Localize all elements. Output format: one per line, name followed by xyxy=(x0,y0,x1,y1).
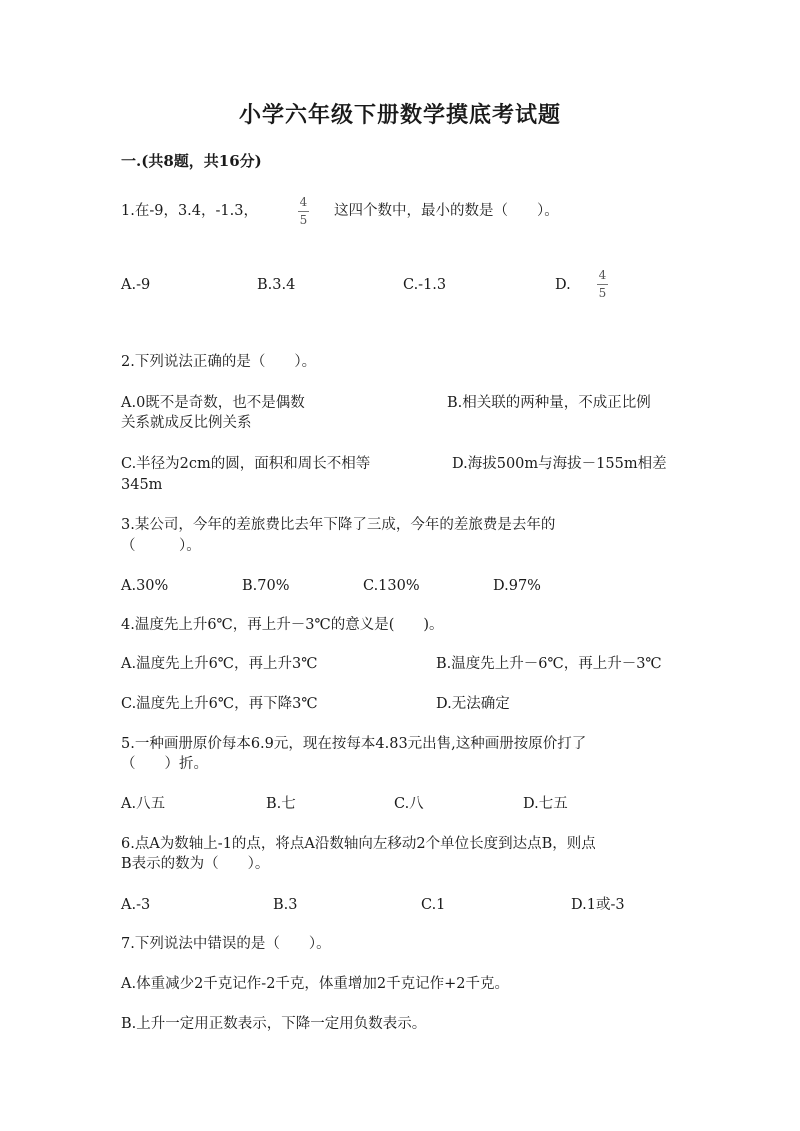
q6-option-a: A.-3 xyxy=(121,897,151,913)
q6-stem-continued: B表示的数为（ ）。 xyxy=(121,856,270,872)
q6-option-c: C.1 xyxy=(421,897,446,913)
q3-option-d: D.97% xyxy=(493,578,541,594)
q1-option-c: C.-1.3 xyxy=(403,277,447,293)
q6-option-d: D.1或-3 xyxy=(571,897,625,913)
q4-option-c: C.温度先上升6℃，再下降3℃ xyxy=(121,696,318,712)
q1-option-d-fraction xyxy=(597,269,608,300)
q1-fraction xyxy=(298,196,309,227)
page-title: 小学六年级下册数学摸底考试题 xyxy=(238,102,561,128)
q6-stem: 6.点A为数轴上-1的点，将点A沿数轴向左移动2个单位长度到达点B，则点 xyxy=(121,836,596,852)
q7-option-b: B.上升一定用正数表示，下降一定用负数表示。 xyxy=(121,1016,427,1032)
q1-option-d-denominator: 5 xyxy=(598,286,607,300)
q5-option-a: A.八五 xyxy=(121,796,166,812)
q3-stem-continued: （ ）。 xyxy=(121,538,201,554)
q4-option-a: A.温度先上升6℃，再上升3℃ xyxy=(121,656,318,672)
section-heading: 一.(共8题，共16分) xyxy=(121,152,262,170)
q3-option-b: B.70% xyxy=(242,578,290,594)
q5-option-b: B.七 xyxy=(266,796,296,812)
q5-stem: 5.一种画册原价每本6.9元，现在按每本4.83元出售,这种画册按原价打了 xyxy=(121,736,587,752)
q1-stem-part2: 这四个数中，最小的数是（ ）。 xyxy=(334,203,559,219)
q1-option-a: A.-9 xyxy=(121,277,151,293)
q5-option-c: C.八 xyxy=(394,796,424,812)
q3-option-c: C.130% xyxy=(363,578,420,594)
q5-option-d: D.七五 xyxy=(523,796,568,812)
q1-option-d-numerator: 4 xyxy=(598,268,607,282)
fraction-bar xyxy=(597,284,608,285)
q7-option-a: A.体重减少2千克记作-2千克，体重增加2千克记作+2千克。 xyxy=(121,976,510,992)
q5-stem-continued: （ ）折。 xyxy=(121,756,208,772)
q4-option-b: B.温度先上升－6℃，再上升－3℃ xyxy=(436,656,662,672)
q6-option-b: B.3 xyxy=(273,897,298,913)
fraction-bar xyxy=(298,211,309,212)
q1-option-d: D. xyxy=(555,277,571,293)
q3-option-a: A.30% xyxy=(121,578,169,594)
q2-option-d: D.海拔500m与海拔－155m相差 xyxy=(452,456,667,472)
q2-option-b-continued: 关系就成反比例关系 xyxy=(121,415,252,431)
q1-fraction-numerator: 4 xyxy=(299,195,308,209)
q2-option-c: C.半径为2cm的圆，面积和周长不相等 xyxy=(121,456,371,472)
q1-fraction-denominator: 5 xyxy=(299,213,308,227)
q2-stem: 2.下列说法正确的是（ ）。 xyxy=(121,354,317,370)
q7-stem: 7.下列说法中错误的是（ ）。 xyxy=(121,936,331,952)
q4-stem: 4.温度先上升6℃，再上升－3℃的意义是( )。 xyxy=(121,617,444,633)
q3-stem: 3.某公司，今年的差旅费比去年下降了三成，今年的差旅费是去年的 xyxy=(121,517,556,533)
q2-option-b: B.相关联的两种量，不成正比例 xyxy=(447,395,651,411)
q4-option-d: D.无法确定 xyxy=(436,696,510,712)
q2-option-a: A.0既不是奇数，也不是偶数 xyxy=(121,395,305,411)
q1-stem-part1: 1.在-9，3.4，-1.3， xyxy=(121,203,258,219)
q2-option-d-continued: 345m xyxy=(121,477,163,493)
q1-option-b: B.3.4 xyxy=(257,277,296,293)
